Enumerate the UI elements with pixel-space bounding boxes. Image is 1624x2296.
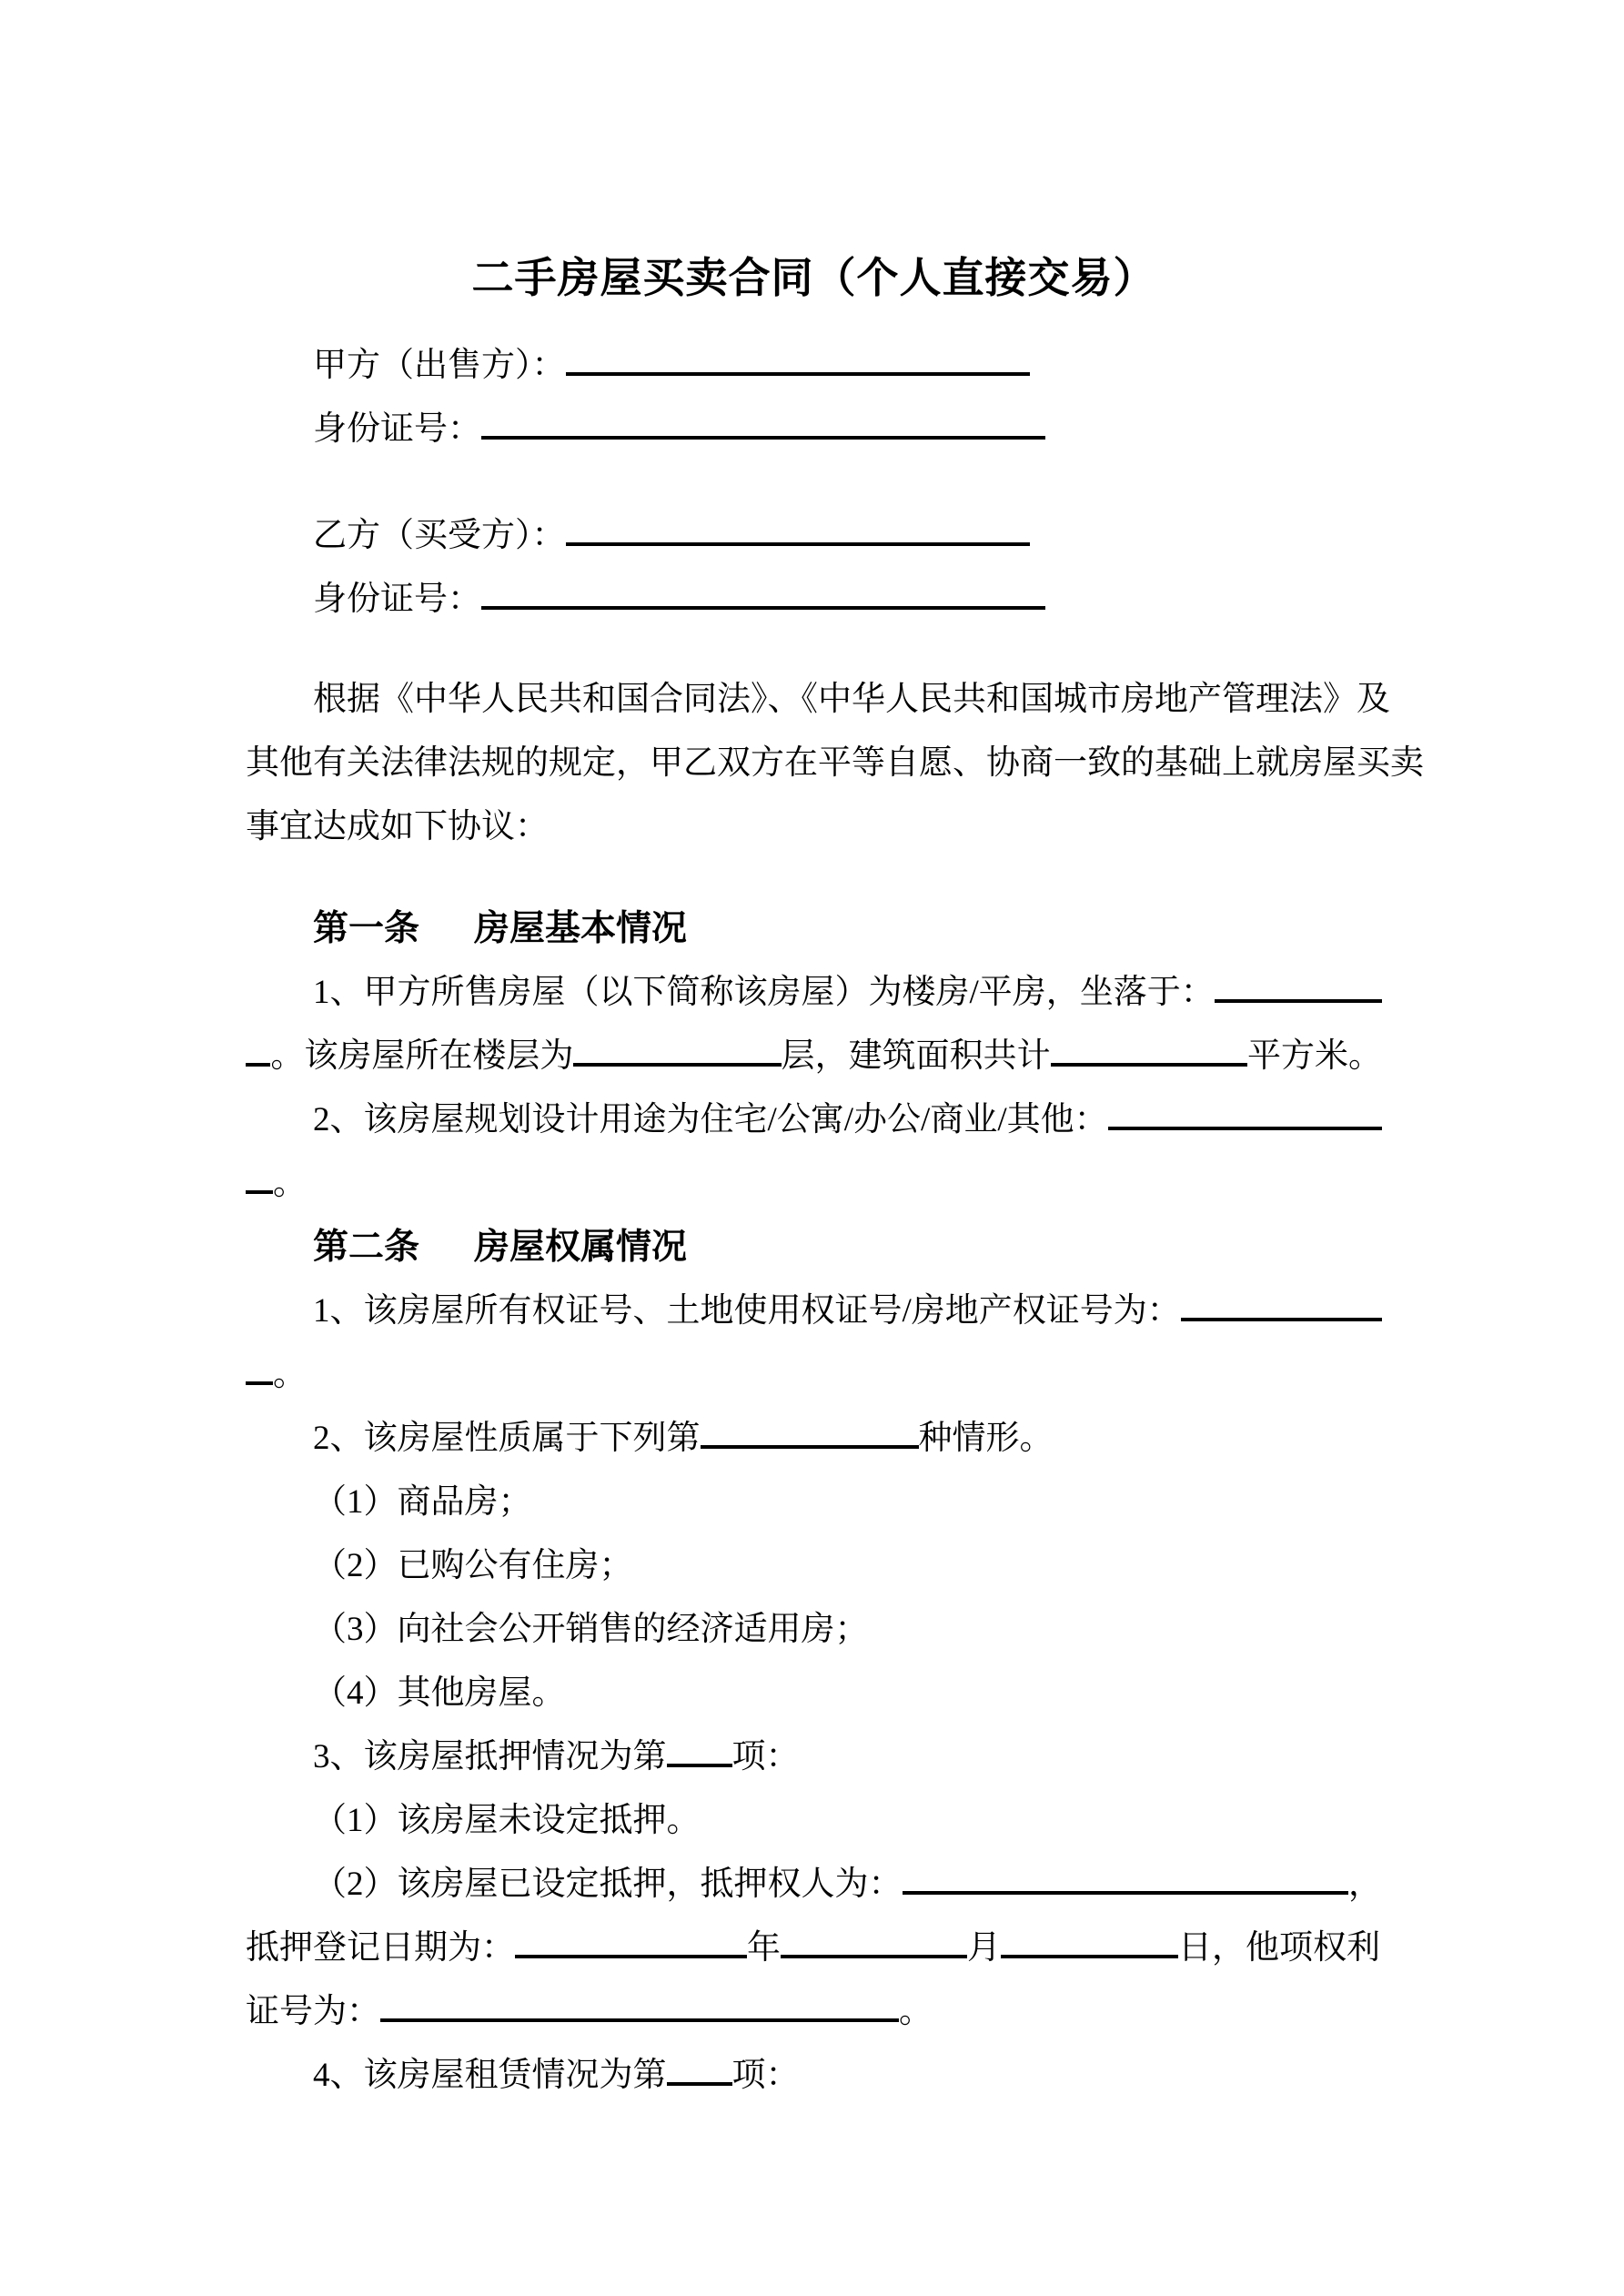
blank-field: [781, 1955, 967, 1958]
text-run: 月: [967, 1929, 1001, 1967]
text-run: 事宜达成如下协议：: [246, 808, 549, 845]
document-title: 二手房屋买卖合同（个人直接交易）: [471, 254, 1156, 301]
blank-field: [1001, 1955, 1178, 1958]
blank-field: [667, 2082, 732, 2086]
text-run: 根据《中华人民共和国合同法》、《中华人民共和国城市房地产管理法》及: [313, 681, 1390, 718]
text-run: 。该房屋所在楼层为: [270, 1037, 574, 1075]
text-run: （4）其他房屋。: [313, 1674, 566, 1712]
text-run: 抵押登记日期为：: [246, 1929, 515, 1967]
text-run: 证号为：: [246, 1993, 380, 2030]
text-run: 3、该房屋抵押情况为第: [313, 1738, 667, 1775]
blank-field: [1108, 1127, 1382, 1130]
article2-item1-line1: [246, 1279, 1382, 1343]
text-run: 2、该房屋规划设计用途为住宅/公寓/办公/商业/其他：: [313, 1101, 1108, 1138]
text-run: 第一条: [313, 909, 420, 948]
text-run: 。: [899, 1993, 933, 2030]
article-2-heading: [246, 1216, 1382, 1279]
text-run: ，: [1348, 1866, 1382, 1903]
article2-item3-option-2-line1: [246, 1853, 1382, 1917]
party-b-line: [246, 504, 1382, 568]
text-run: 房屋基本情况: [474, 909, 688, 948]
text-run: 。: [273, 1165, 307, 1202]
document-body: [246, 334, 1424, 2108]
text-run: （2）已购公有住房；: [313, 1547, 633, 1584]
text-run: 1、甲方所售房屋（以下简称该房屋）为楼房/平房，坐落于：: [313, 974, 1215, 1011]
blank-field: [1051, 1063, 1247, 1067]
article2-item3-option-2-line3: [246, 1980, 1382, 2044]
blank-field: [667, 1764, 732, 1767]
blank-field: [1215, 999, 1382, 1003]
article1-item2-line2: [246, 1152, 1382, 1216]
article2-item3-line: [246, 1725, 1382, 1789]
article2-item2-line: [246, 1407, 1382, 1471]
party-a-line: [246, 334, 1382, 398]
blank-field: [566, 542, 1030, 546]
blank-field: [1181, 1318, 1382, 1321]
text-run: （2）该房屋已设定抵押，抵押权人为：: [313, 1866, 903, 1903]
blank-field: [246, 1190, 273, 1194]
text-run: 种情形。: [918, 1420, 1054, 1457]
text-run: 其他有关法律法规的规定，甲乙双方在平等自愿、协商一致的基础上就房屋买卖: [246, 744, 1424, 782]
party-b-id-line: [246, 568, 1382, 632]
text-run: 年: [747, 1929, 781, 1967]
article2-item3-option-2-line2: [246, 1917, 1382, 1980]
text-run: 平方米。: [1247, 1037, 1382, 1075]
article2-item2-option-4: [246, 1662, 1382, 1725]
text-run: 项：: [731, 2057, 800, 2094]
text-run: （1）商品房；: [313, 1483, 532, 1521]
text-run: 层，建筑面积共计: [781, 1037, 1051, 1075]
text-run: 日，他项权利: [1178, 1929, 1380, 1967]
preamble-line-3: [246, 795, 1382, 859]
blank-field: [903, 1891, 1349, 1895]
article2-item2-option-1: [246, 1471, 1382, 1534]
text-run: （1）该房屋未设定抵押。: [313, 1802, 701, 1839]
article2-item4-line: [246, 2044, 1382, 2108]
text-run: （3）向社会公开销售的经济适用房；: [313, 1611, 869, 1648]
text-run: 房屋权属情况: [474, 1228, 688, 1267]
article2-item2-option-3: [246, 1598, 1382, 1662]
preamble-line-2: [246, 732, 1424, 795]
preamble-line-1: [246, 668, 1390, 732]
article2-item1-line2: [246, 1343, 1382, 1407]
text-run: 。: [273, 1356, 307, 1393]
party-a-id-line: [246, 398, 1382, 461]
blank-field: [566, 372, 1030, 376]
text-run: 4、该房屋租赁情况为第: [313, 2057, 667, 2094]
text-run: 项：: [731, 1738, 800, 1775]
blank-field: [515, 1955, 747, 1958]
text-run: 乙方（买受方）：: [313, 517, 566, 554]
text-run: 身份证号：: [313, 410, 481, 448]
blank-field: [701, 1445, 919, 1449]
article2-item2-option-2: [246, 1534, 1382, 1598]
text-run: 甲方（出售方）：: [313, 347, 566, 384]
blank-field: [246, 1063, 270, 1067]
article2-item3-option-1: [246, 1789, 1382, 1853]
article1-item2-line1: [246, 1088, 1382, 1152]
text-run: 第二条: [313, 1228, 420, 1267]
article1-item1-line1: [246, 961, 1382, 1025]
blank-field: [481, 436, 1045, 440]
blank-field: [246, 1381, 273, 1385]
article-1-heading: [246, 897, 1382, 961]
article1-item1-line2: [246, 1025, 1382, 1088]
blank-field: [481, 606, 1045, 610]
text-run: 1、该房屋所有权证号、土地使用权证号/房地产权证号为：: [313, 1292, 1181, 1330]
blank-field: [573, 1063, 781, 1067]
text-run: 2、该房屋性质属于下列第: [313, 1420, 701, 1457]
text-run: 身份证号：: [313, 581, 481, 618]
blank-field: [380, 2018, 899, 2022]
